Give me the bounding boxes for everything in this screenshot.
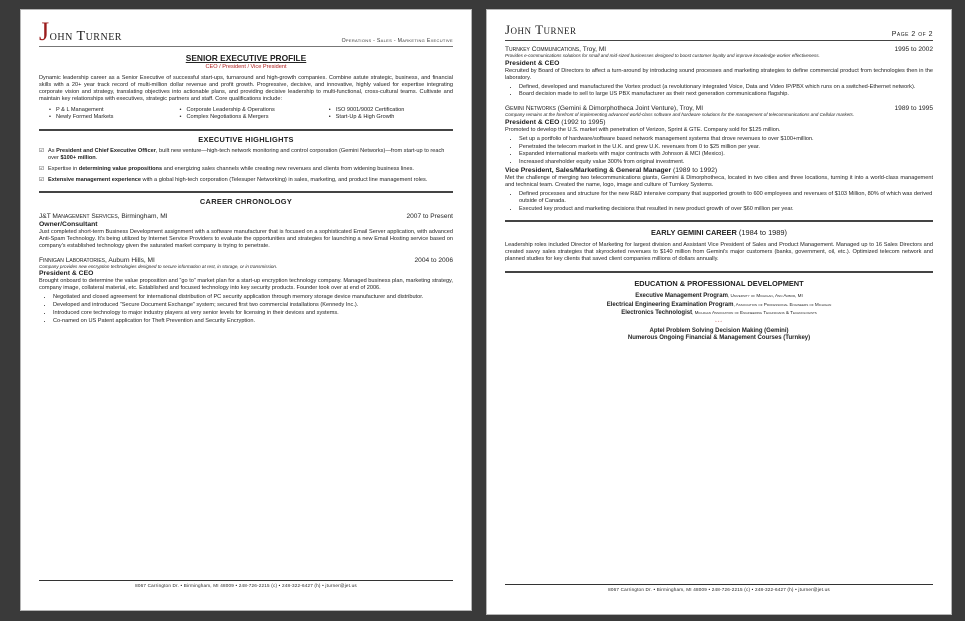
resume-page-2 (486, 9, 952, 615)
name-rest: ohn Turner (49, 29, 122, 44)
job-role (505, 167, 933, 174)
page1-header (39, 17, 453, 47)
achievement-list (39, 294, 453, 324)
education-item (505, 335, 933, 342)
role-years: (1992 to 1995) (559, 118, 606, 126)
role-years: (1989 to 1992) (671, 166, 718, 174)
achievement-list (505, 84, 933, 99)
page2-header (505, 22, 933, 41)
company-note: Company provides new encryption technologies designed to secure information at rest, in storage, or in transmission. (39, 263, 278, 269)
qualification-item: • Corporate Leadership & Operations (180, 107, 329, 114)
job-header (39, 213, 453, 220)
achievement-item: • Defined processes and structure for the new R&D intensive company that supported growth to 600 employees and revenues of $103 Million, 80% of which was derived outside of Canada. (519, 191, 933, 205)
qualification-item: • Newly Formed Markets (49, 114, 180, 121)
achievement-item: • Executed key product and marketing decisions that resulted in new product growth of over $60 million per year. (519, 206, 933, 213)
profile-title: SENIOR EXECUTIVE PROFILE (185, 53, 307, 63)
section-years: (1984 to 1989) (736, 228, 787, 238)
job-header (505, 46, 933, 53)
highlight-item (39, 166, 453, 173)
company-name: J&T Management Services (39, 212, 118, 220)
education-program: Electronics Technologist (621, 309, 693, 316)
job-description: Promoted to develop the U.S. market with penetration of Verizon, Sprint & GTE. Company sold for $125 million. (505, 126, 781, 133)
job-role: President & CEO (39, 270, 94, 278)
company-name: Finnigan Laboratories (39, 256, 106, 264)
company-location: , Troy, MI (579, 46, 607, 53)
achievement-item: • Negotiated and closed agreement for international distribution of PC security application through memory storage device manufacturer and distributor. (53, 294, 453, 301)
achievement-item: • Co-named on US Patent application for Theft Prevention and Security Encryption. (53, 318, 453, 325)
highlight-bold: Extensive management experience (48, 176, 141, 183)
early-career-heading (505, 220, 933, 237)
job-description: Met the challenge of merging two telecommunications giants, Gemini & Dimorphotheca, located in two cities and three locations, turning it into a world-class management and technical team. Created the name, logo, image and culture of Turnkey Systems. (505, 174, 933, 188)
education-program: Executive Management Program (635, 293, 728, 300)
company-name: Turnkey Communications (505, 46, 580, 53)
education-item (505, 292, 933, 300)
highlight-text: with a global high-tech corporation (Telesuper Networking) in sales, marketing, and product line management roles. (140, 176, 428, 183)
education-list (505, 292, 933, 342)
ornament-divider: ◦◦◦ (714, 318, 724, 325)
job-header (505, 105, 933, 112)
education-program: Electrical Engineering Examination Program (606, 301, 734, 308)
job-role: Owner/Consultant (39, 220, 98, 228)
qualifications-list (39, 107, 453, 122)
checkbox-icon: ☑ (39, 165, 45, 172)
job-description: Just completed short-term Business Development assignment with a software manufacturer that is focused on a sophisticated Email Server application, with advanced Anti-Spam Technology. It's being utilized by Internet Service Providers to evaluate the opportunities and strategies for launching a new Email Hosting service based on company's established technology given the saturated market company is trying to penetrate. (39, 228, 453, 249)
company-note: Company remains at the forefront of implementing advanced world-class software and hardware solutions for the management of telecommunications and Cellular markets. (505, 112, 855, 118)
education-institution: , Michigan Association of Engineering Technicians & Technologists (692, 309, 817, 315)
contact-footer: 8067 Carrington Dr. • Birmingham, MI 48009 • 248-726-2215 (c) • 248-322-6427 (h) • jturner@jet.us (39, 580, 453, 588)
section-title: EARLY GEMINI CAREER (651, 228, 737, 238)
education-institution: , University of Michigan, Ann Arbor, MI (727, 293, 803, 299)
education-heading: EDUCATION & PROFESSIONAL DEVELOPMENT (505, 271, 933, 288)
profile-subtitle: CEO / President / Vice President (205, 64, 287, 70)
achievement-list (505, 191, 933, 212)
early-career-text: Leadership roles included Director of Marketing for largest division and Assistant Vice President of Sales and Product Management. Managed up to 16 Sales Directors and created savvy sales strategies that skyrocketed revenues to $140 million from Gemini's major customers (banks, government, oil, etc.). Optimized telecom network and planned studies for key clients that saved client companies millions of dollars annually. (505, 242, 933, 263)
education-item (505, 309, 933, 317)
candidate-name: John Turner (505, 22, 577, 37)
highlight-bold: determining value propositions (78, 165, 163, 172)
achievement-item: • Penetrated the telecom market in the U.K. and grew U.K. revenues from 0 to $25 million per year. (519, 144, 933, 151)
job-years: 1989 to 1995 (894, 105, 933, 113)
achievement-item: • Set up a portfolio of hardware/software based network management systems that drove revenues to over $100+million. (519, 136, 933, 143)
job-years: 2007 to Present (406, 212, 453, 220)
education-item (505, 328, 933, 335)
company-name: Gemini Networks (505, 105, 556, 113)
role-title: President & CEO (505, 118, 560, 126)
highlight-text: . (95, 154, 98, 161)
qualification-item: • P & L Management (49, 107, 180, 114)
highlight-text: As (48, 147, 57, 154)
tagline: Operations - Sales - Marketing Executive (341, 38, 453, 44)
highlights-heading: EXECUTIVE HIGHLIGHTS (39, 129, 453, 144)
education-institution: , Association of Professional Engineers of Michigan (733, 301, 832, 307)
highlight-text: and energizing sales channels while creating new revenues and clients from widening business lines. (162, 165, 414, 172)
resume-page-1 (20, 9, 472, 611)
job-description: Recruited by Board of Directors to affect a turn-around by introducing sound processes and marketing strategies to define commercial product from technologies then in the laboratory. (505, 67, 933, 81)
job-description: Brought onboard to determine the value proposition and “go to” market plan for a start-up encryption technology company. Managed business plan, marketing strategy, company image, collateral material, etc. Established and focused technology into key security products. Founder took over at end of 2006. (39, 278, 453, 292)
qualification-item: • Complex Negotiations & Mergers (180, 114, 329, 121)
highlight-item (39, 148, 453, 162)
job-years: 2004 to 2006 (414, 256, 453, 264)
highlight-item (39, 177, 453, 184)
role-title: Vice President, Sales/Marketing & General Manager (505, 166, 672, 174)
name-initial: J (39, 17, 50, 46)
achievement-item: • Defined, developed and manufactured the Vortex product (a revolutionary integrated Voice, Data and Video IP/PBX which runs on a switched-Ethernet network). (519, 84, 933, 91)
achievement-item: • Board decision made to sell to large US PBX manufacturer as their next generation communications flagship. (519, 91, 933, 98)
checkbox-icon: ☑ (39, 176, 45, 183)
company-location: (Gemini & Dimorphotheca Joint Venture), Troy, MI (555, 105, 704, 113)
achievement-list (505, 136, 933, 166)
achievement-item: • Developed and introduced “Secure Document Exchange” system; secured first two commercial installations (Kennedy Inc.). (53, 302, 453, 309)
profile-summary: Dynamic leadership career as a Senior Executive of successful start-ups, turnaround and high-growth companies. Combine astute strategic, business, and financial skills with a 20+ year track record of multi-million dollar revenue and profit growth. Progressive, decisive, and innovative, highly valued for expertise integrating corporate vision and strategy, translating objectives into actionable plans, and providing decisive leadership to multi-functional, cross-cultural teams. Cultivate and maintain key relationships with executives, strategic partners and staff. Core qualifications include: (39, 75, 453, 102)
education-item (505, 301, 933, 309)
company-location: , Auburn Hills, MI (105, 256, 155, 264)
achievement-item: • Expanded international markets with major contracts with Johnson & MCI (Mexico). (519, 151, 933, 158)
checkbox-icon: ☑ (39, 147, 45, 154)
course-title: Aptel Problem Solving Decision Making (Gemini) (649, 328, 789, 335)
job-years: 1995 to 2002 (894, 46, 933, 53)
highlight-bold: President and Chief Executive Officer (56, 147, 156, 154)
highlight-bold: $100+ million (60, 154, 96, 161)
achievement-item: • Increased shareholder equity value 300% from original investment. (519, 159, 933, 166)
qualification-item: • Start-Up & High Growth (329, 114, 453, 121)
candidate-name (39, 17, 122, 46)
highlight-text: Expertise in (48, 165, 79, 172)
highlight-text: , built new venture—high-tech network monitoring and control corporation (Gemini Networks)—from start-up to reach over (48, 147, 445, 161)
page-number: Page 2 of 2 (891, 31, 933, 38)
achievement-item: • Introduced core technology to major industry players at very senior levels for licensing in their devices and systems. (53, 310, 453, 317)
course-title: Numerous Ongoing Financial & Management Courses (Turnkey) (627, 335, 811, 342)
company-location: , Birmingham, MI (117, 212, 168, 220)
job-role: President & CEO (505, 59, 560, 67)
qualification-item: • ISO 9001/9002 Certification (329, 107, 453, 114)
chronology-heading: CAREER CHRONOLOGY (39, 191, 453, 206)
job-role (505, 119, 933, 126)
job-header (39, 257, 453, 264)
contact-footer: 8067 Carrington Dr. • Birmingham, MI 48009 • 248-726-2215 (c) • 248-322-6427 (h) • jturner@jet.us (505, 584, 933, 592)
company-note: Provides e-communications solutions for small and mid-sized businesses designed to boost customer loyalty and improve knowledge worker effectiveness. (505, 53, 820, 58)
